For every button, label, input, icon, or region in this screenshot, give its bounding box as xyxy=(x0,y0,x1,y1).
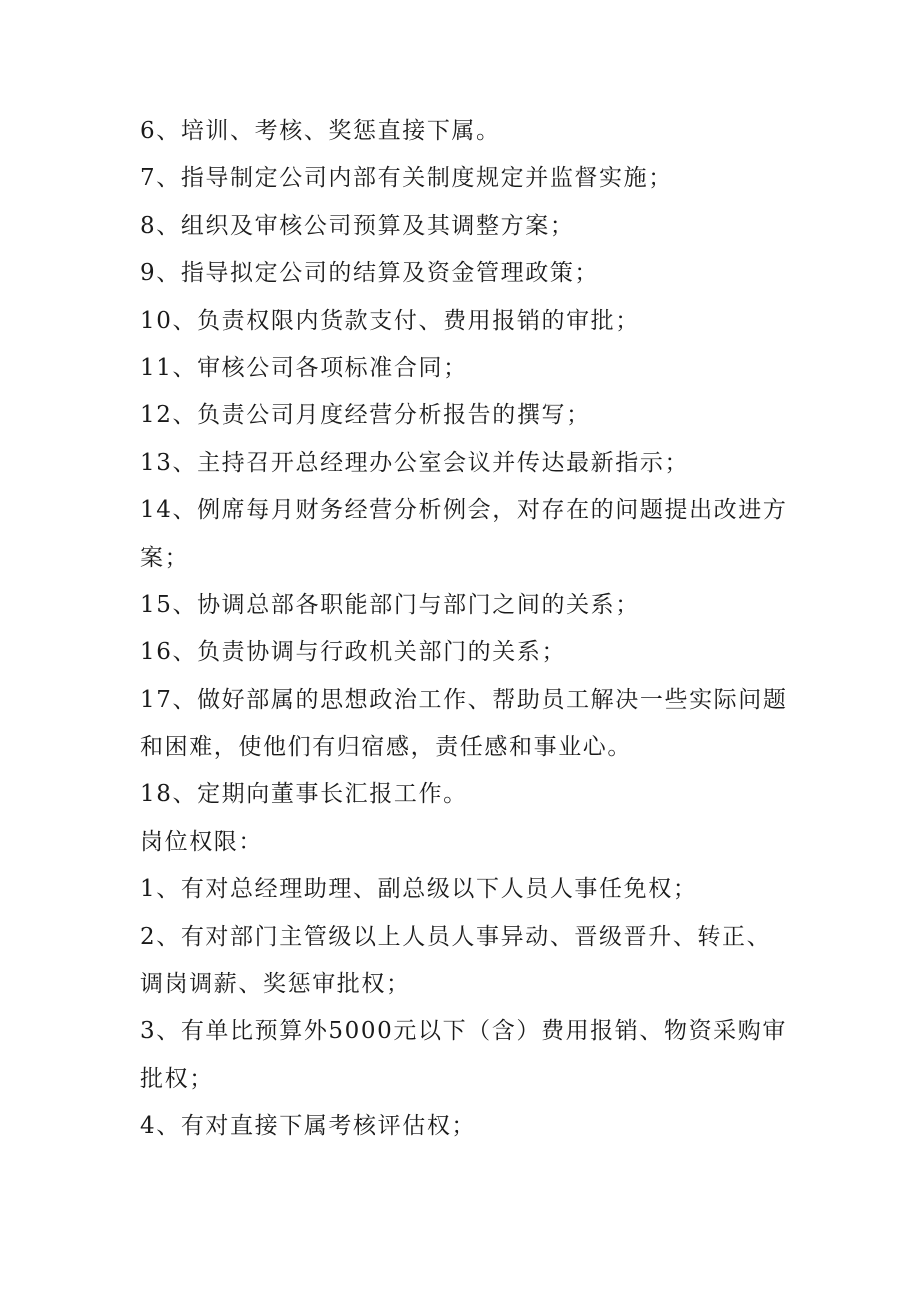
text-line: 9、指导拟定公司的结算及资金管理政策； xyxy=(140,260,600,287)
text-line: 案； xyxy=(140,544,190,571)
text-line: 调岗调薪、奖惩审批权； xyxy=(140,971,411,998)
text-line: 4、有对直接下属考核评估权； xyxy=(140,1113,477,1140)
text-line: 18、定期向董事长汇报工作。 xyxy=(140,781,468,808)
text-line: 和困难，使他们有归宿感，责任感和事业心。 xyxy=(140,734,632,761)
text-line: 12、负责公司月度经营分析报告的撰写； xyxy=(140,402,591,429)
text-line: 15、协调总部各职能部门与部门之间的关系； xyxy=(140,591,640,618)
text-line: 10、负责权限内货款支付、费用报销的审批； xyxy=(140,307,640,334)
text-line: 13、主持召开总经理办公室会议并传达最新指示； xyxy=(140,449,690,476)
text-line: 批权； xyxy=(140,1065,214,1092)
text-line: 3、有单比预算外5000元以下（含）费用报销、物资采购审 xyxy=(140,1018,787,1045)
document-body xyxy=(140,108,790,1151)
text-line: 1、有对总经理助理、副总级以下人员人事任免权； xyxy=(140,876,698,903)
text-line: 6、培训、考核、奖惩直接下属。 xyxy=(140,118,501,144)
text-line: 2、有对部门主管级以上人员人事异动、晋级晋升、转正、 xyxy=(140,923,772,950)
text-line: 17、做好部属的思想政治工作、帮助员工解决一些实际问题 xyxy=(140,686,788,713)
text-line: 16、负责协调与行政机关部门的关系； xyxy=(140,639,567,666)
text-line: 14、例席每月财务经营分析例会，对存在的问题提出改进方 xyxy=(140,497,788,524)
section-heading: 岗位权限： xyxy=(140,828,263,855)
text-line: 7、指导制定公司内部有关制度规定并监督实施； xyxy=(140,165,673,192)
text-line: 8、组织及审核公司预算及其调整方案； xyxy=(140,212,575,239)
text-line: 11、审核公司各项标准合同； xyxy=(140,354,468,381)
